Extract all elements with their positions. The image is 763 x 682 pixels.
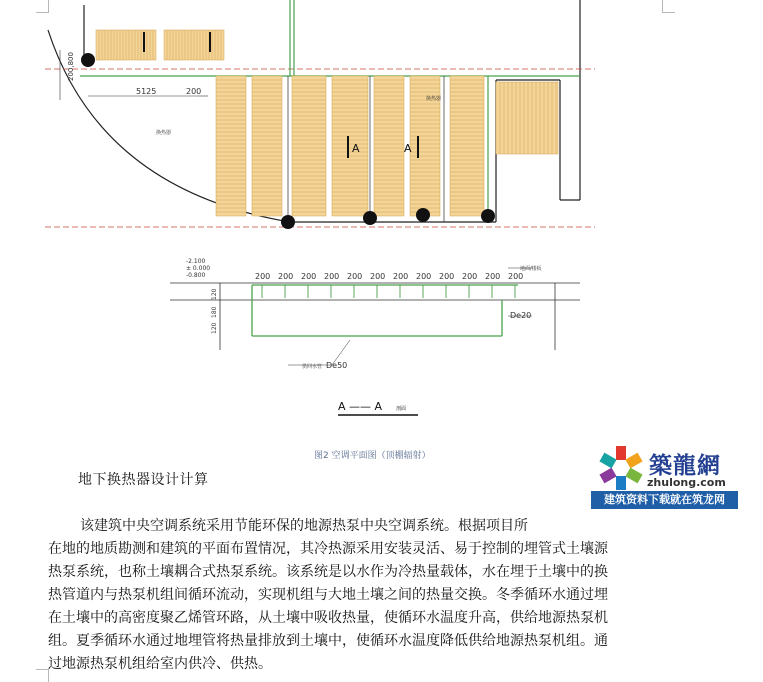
coil-grid-top [96, 30, 224, 60]
paragraph-line: 组。夏季循环水通过地埋管将热量排放到土壤中，使循环水温度降低供给地源热泵机组。通 [48, 633, 608, 649]
zhulong-logo [591, 441, 738, 509]
section-leader [288, 268, 532, 365]
paragraph-line: 该建筑中央空调系统采用节能环保的地源热泵中央空调系统。根据项目所 [80, 518, 528, 534]
section-dim-label: 200 [255, 272, 271, 281]
coil-grid-4 [450, 76, 484, 216]
section-title: A —— A [338, 400, 383, 413]
dim-5125: 5125 [136, 87, 157, 96]
room-label-2: 换热器 [426, 96, 442, 102]
left-dim-2: 120 [211, 322, 218, 334]
pipe-label-top-right: 地面/楼板 [520, 266, 542, 272]
logo-brand-text: 築龍網 [649, 452, 721, 479]
coil-grid-1 [216, 76, 282, 216]
elev-0: ± 0.000 [186, 265, 211, 272]
room-label-1: 换热器 [156, 130, 172, 136]
left-dim-0: 120 [211, 288, 218, 300]
section-mark-a-2: A [404, 142, 412, 155]
coil-grid-5 [496, 82, 558, 154]
elev-2: -2.100 [186, 258, 206, 265]
section-dim-label: 200 [370, 272, 386, 281]
elev-1: -0.800 [186, 272, 206, 279]
section-dim-label: 200 [278, 272, 294, 281]
section-dim-label: 200 [508, 272, 524, 281]
dim-200-top: 200 [186, 87, 202, 96]
section-pipes [252, 285, 518, 336]
crop-mark-top-right [662, 0, 675, 13]
section-dimension-labels [255, 272, 523, 281]
left-dim-1: 180 [211, 306, 218, 318]
snowflake-logo-icon [593, 443, 649, 493]
logo-url: zhulong.com [647, 476, 726, 489]
hvac-plan-drawing [40, 0, 600, 460]
dim-vertical: 200,800 [67, 52, 75, 81]
section-mark-a-1: A [352, 142, 360, 155]
logo-banner: 建筑资料下载就在筑龙网 [591, 491, 738, 509]
section-dim-label: 200 [324, 272, 340, 281]
section-dim-label: 200 [347, 272, 363, 281]
pipe-label-de50-prefix: 供回水管 [302, 364, 323, 370]
section-title-suffix: 剖面 [396, 406, 407, 412]
pipe-label-de50: De50 [326, 361, 348, 370]
section-dim-label: 200 [485, 272, 501, 281]
section-dim-label: 200 [462, 272, 478, 281]
section-dim-label: 200 [393, 272, 409, 281]
section-dim-label: 200 [301, 272, 317, 281]
section-dim-label: 200 [439, 272, 455, 281]
coil-droppers [262, 285, 515, 298]
section-dim-label: 200 [416, 272, 432, 281]
figure-caption: 图2 空调平面图（顶棚辐射） [314, 451, 431, 461]
pipe-label-de20: De20 [510, 311, 532, 320]
paragraph-line: 过地源热泵机组给室内供冷、供热。 [48, 656, 272, 672]
paragraph-line: 热泵系统，也称土壤耦合式热泵系统。该系统是以水作为冷热量载体，水在埋于土壤中的换 [48, 564, 608, 580]
paragraph-line: 在土壤中的高密度聚乙烯管环路，从土壤中吸收热量，使循环水温度升高，供给地源热泵机 [48, 610, 608, 626]
paragraph-line: 在地的地质勘测和建筑的平面布置情况，其冷热源采用安装灵活、易于控制的埋管式土壤源 [48, 541, 608, 557]
section-heading: 地下换热器设计计算 [78, 472, 209, 488]
paragraph-line: 热管道内与热泵机组间循环流动，实现机组与大地土壤之间的热量交换。冬季循环水通过埋 [48, 587, 608, 603]
body-paragraph [48, 515, 688, 676]
